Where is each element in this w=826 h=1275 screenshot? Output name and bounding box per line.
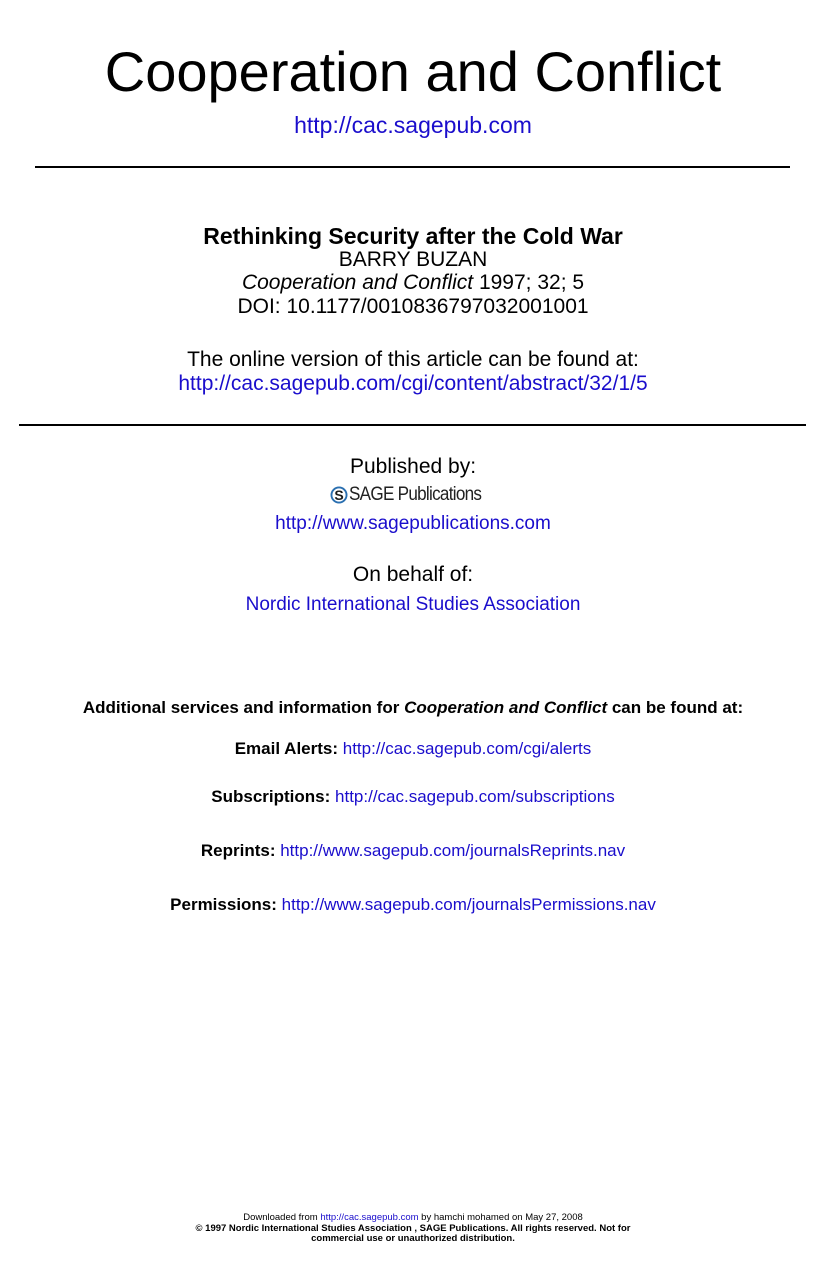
subscriptions-link[interactable]: http://cac.sagepub.com/subscriptions <box>335 787 615 806</box>
article-author: BARRY BUZAN <box>338 248 488 271</box>
service-reprints <box>0 840 826 862</box>
article-citation <box>0 271 826 295</box>
permissions-link[interactable]: http://www.sagepub.com/journalsPermissions.nav <box>281 895 656 914</box>
service-subscriptions <box>0 786 826 808</box>
on-behalf-org-link[interactable]: Nordic International Studies Association <box>245 594 581 615</box>
middle-divider <box>19 424 806 426</box>
publisher-url-link[interactable]: http://www.sagepublications.com <box>275 513 551 534</box>
downloaded-suffix: by hamchi mohamed on May 27, 2008 <box>418 1212 583 1223</box>
reprints-link[interactable]: http://www.sagepub.com/journalsReprints.nav <box>280 841 626 860</box>
on-behalf-org-container <box>0 593 826 617</box>
online-version-url-container <box>0 372 826 396</box>
service-label: Subscriptions: <box>211 787 331 806</box>
published-by-label: Published by: <box>349 455 477 478</box>
sage-logo <box>0 483 826 507</box>
journal-url-container <box>0 111 826 139</box>
service-email-alerts <box>0 738 826 760</box>
services-intro-journal: Cooperation and Conflict <box>404 698 608 717</box>
citation-detail: 1997; 32; 5 <box>473 271 585 294</box>
downloaded-url-link[interactable]: http://cac.sagepub.com <box>320 1212 419 1223</box>
service-label: Permissions: <box>170 895 277 914</box>
citation-journal: Cooperation and Conflict <box>241 271 474 294</box>
copyright-line-1: © 1997 Nordic International Studies Association , SAGE Publications. All rights reserved. Not for <box>195 1222 631 1234</box>
services-intro-prefix: Additional services and information for <box>82 698 405 717</box>
service-label: Email Alerts: <box>234 739 339 758</box>
top-divider <box>35 166 790 168</box>
email-alerts-link[interactable]: http://cac.sagepub.com/cgi/alerts <box>342 739 592 758</box>
downloaded-line <box>0 1213 826 1224</box>
journal-title: Cooperation and Conflict <box>104 40 722 103</box>
service-label: Reprints: <box>200 841 276 860</box>
online-version-link[interactable]: http://cac.sagepub.com/cgi/content/abstract/32/1/5 <box>178 372 648 395</box>
on-behalf-label: On behalf of: <box>352 563 474 586</box>
article-doi: DOI: 10.1177/0010836797032001001 <box>237 295 589 318</box>
services-intro <box>0 697 826 719</box>
copyright-line-2: commercial use or unauthorized distribution. <box>311 1233 515 1244</box>
downloaded-prefix: Downloaded from <box>243 1212 321 1223</box>
svg-text:S: S <box>334 487 344 503</box>
sage-s-icon <box>330 485 348 505</box>
sage-logo-text: SAGE Publications <box>349 484 482 505</box>
publisher-url-container <box>0 512 826 536</box>
download-footer <box>0 1213 826 1245</box>
services-intro-suffix: can be found at: <box>607 698 744 717</box>
article-title: Rethinking Security after the Cold War <box>203 223 623 249</box>
journal-url-link[interactable]: http://cac.sagepub.com <box>294 112 532 138</box>
online-version-label: The online version of this article can be found at: <box>187 348 639 371</box>
service-permissions <box>0 894 826 916</box>
